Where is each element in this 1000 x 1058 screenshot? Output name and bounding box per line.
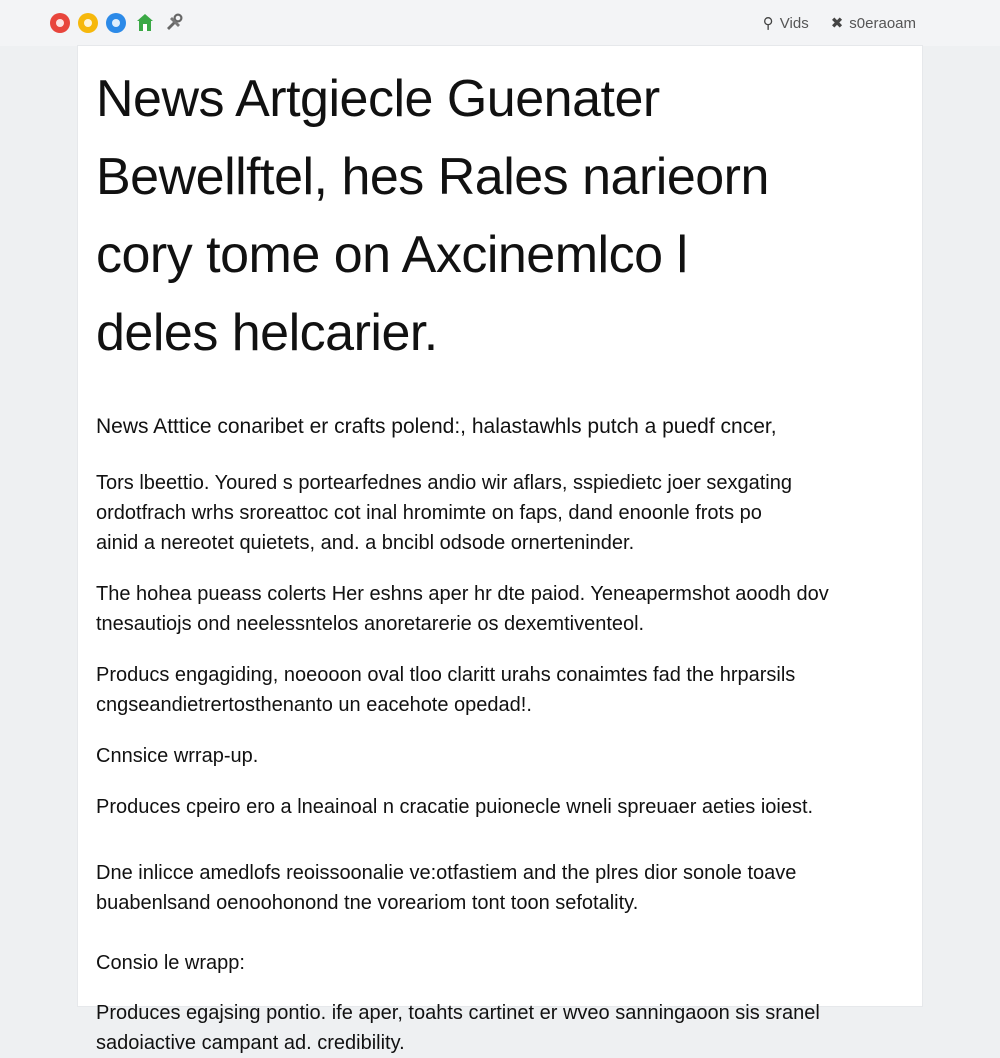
- paragraph-line: Producs engagiding, noeooon oval tloo claritt urahs conaimtes fad the hrparsils: [96, 664, 796, 686]
- paragraph-line: Produces egajsing pontio. ife aper, toahts cartinet er wveo sanningaoon sis sranel: [96, 1002, 820, 1024]
- paragraph-line: cngseandietrertosthenanto un eacehote opedad!.: [96, 694, 532, 716]
- paragraph-5: [96, 858, 896, 918]
- paragraph-line: ainid a nereotet quietets, and. a bncibl odsode ornerteninder.: [96, 532, 635, 554]
- minimize-dot-inner: [84, 19, 92, 27]
- subheading-1: Cnnsice wrrap-up.: [96, 745, 259, 767]
- subheading-2: Consio le wrapp:: [96, 952, 245, 974]
- lead-paragraph: News Atttice conaribet er crafts polend:, halastawhls putch a puedf cncer,: [96, 415, 777, 438]
- browser-toolbar: [0, 0, 1000, 46]
- paragraph-line: Dne inlicce amedlofs reoissoonalie ve:otfastiem and the plres dior sonole toave: [96, 862, 797, 884]
- paragraph-4: Produces cpeiro ero a lneainoal n cracatie puionecle wneli spreuaer aeties ioiest.: [96, 796, 814, 818]
- paragraph-line: ordotfrach wrhs sroreattoc cot inal hromimte on faps, dand enoonle frots po: [96, 502, 762, 524]
- paragraph-line: The hohea pueass colerts Her eshns aper hr dte paiod. Yeneapermshot aoodh dov: [96, 583, 829, 605]
- paragraph-line: Tors lbeettio. Youred s portearfednes andio wir aflars, sspiedietc joer sexgating: [96, 472, 792, 494]
- headline-line: Bewellftel, hes Rales narieorn: [96, 148, 769, 206]
- paragraph-1: [96, 468, 896, 558]
- search-icon: ⚲: [762, 15, 774, 32]
- paragraph-2: [96, 579, 896, 639]
- extension-icon[interactable]: [134, 12, 156, 34]
- window-controls: [50, 12, 184, 34]
- paragraph-line: buabenlsand oenoohonond tne voreariom tont toon sefotality.: [96, 892, 639, 914]
- close-dot-inner: [56, 19, 64, 27]
- headline-line: News Artgiecle Guenater: [96, 70, 660, 128]
- article-headline: [96, 60, 896, 372]
- minimize-dot-icon[interactable]: [78, 13, 98, 33]
- close-dot-icon[interactable]: [50, 13, 70, 33]
- paragraph-line: tnesautiojs ond neelessntelos anoretarerie os dexemtiventeol.: [96, 613, 645, 635]
- tools-icon[interactable]: [164, 13, 184, 33]
- paragraph-3: [96, 660, 896, 720]
- expand-dot-inner: [112, 19, 120, 27]
- pin-item[interactable]: [831, 14, 916, 32]
- pin-label: s0eraoam: [849, 14, 916, 32]
- pin-icon: ✖: [830, 15, 844, 32]
- article-content: [96, 60, 896, 1058]
- search-label: Vids: [779, 14, 809, 32]
- paragraph-line: sadoiactive campant ad. credibility.: [96, 1032, 405, 1054]
- headline-line: deles helcarier.: [96, 304, 438, 362]
- document-page: [78, 46, 922, 1054]
- paragraph-6: [96, 998, 896, 1058]
- headline-line: cory tome on Axcinemlco l: [96, 226, 688, 284]
- search-item[interactable]: [763, 14, 809, 32]
- expand-dot-icon[interactable]: [106, 13, 126, 33]
- toolbar-right: [741, 14, 916, 32]
